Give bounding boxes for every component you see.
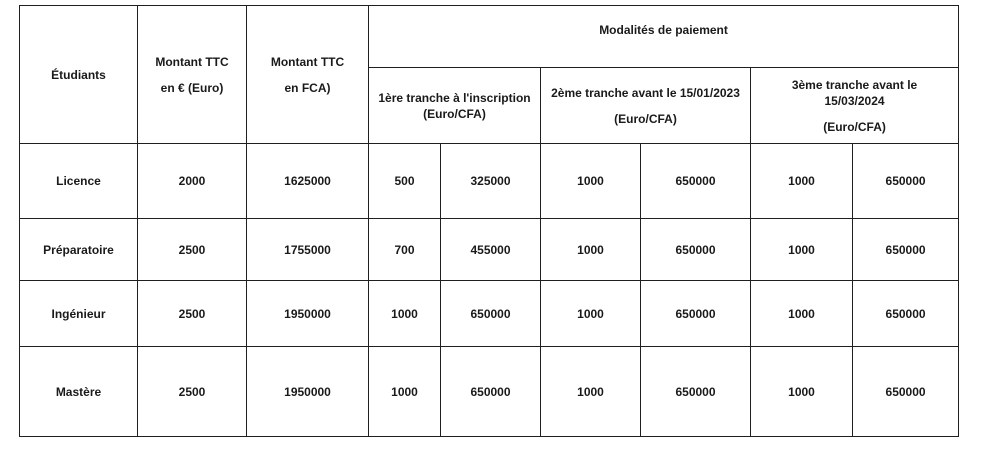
row-amount-fca: 1755000: [247, 219, 369, 281]
row-tranche-3-eur: 1000: [751, 281, 853, 347]
header-tranche-2-line2: (Euro/CFA): [614, 111, 677, 126]
row-tranche-1-cfa: 325000: [441, 144, 541, 219]
row-tranche-3-cfa: 650000: [853, 347, 959, 437]
row-tranche-3-eur: 1000: [751, 347, 853, 437]
row-tranche-2-eur: 1000: [541, 281, 641, 347]
row-amount-eur: 2500: [138, 347, 247, 437]
header-amount-fca-line2: en FCA): [284, 80, 331, 95]
row-tranche-1-eur: 500: [369, 144, 441, 219]
row-tranche-1-cfa: 650000: [441, 347, 541, 437]
row-program-label: Licence: [20, 144, 138, 219]
table-row-ingenieur: [20, 281, 959, 347]
row-tranche-2-cfa: 650000: [641, 144, 751, 219]
row-amount-eur: 2500: [138, 219, 247, 281]
row-tranche-1-cfa: 455000: [441, 219, 541, 281]
header-payment-modalities-label: Modalités de paiement: [599, 23, 728, 37]
row-tranche-2-eur: 1000: [541, 144, 641, 219]
row-tranche-1-eur: 1000: [369, 347, 441, 437]
header-amount-eur: [138, 6, 247, 144]
row-tranche-3-cfa: 650000: [853, 144, 959, 219]
header-amount-fca-line1: Montant TTC: [270, 54, 345, 69]
row-tranche-2-cfa: 650000: [641, 347, 751, 437]
header-row-1: [20, 6, 959, 68]
header-amount-eur-line2: en € (Euro): [160, 80, 224, 95]
row-tranche-3-cfa: 650000: [853, 219, 959, 281]
row-program-label: Mastère: [20, 347, 138, 437]
header-tranche-3: [751, 68, 959, 144]
row-tranche-2-cfa: 650000: [641, 219, 751, 281]
header-tranche-1: [369, 68, 541, 144]
row-amount-fca: 1625000: [247, 144, 369, 219]
row-tranche-1-eur: 1000: [369, 281, 441, 347]
tuition-fees-table: [19, 5, 959, 437]
table-row-mastere: [20, 347, 959, 437]
row-program-label: Ingénieur: [20, 281, 138, 347]
row-tranche-3-cfa: 650000: [853, 281, 959, 347]
header-payment-modalities: [369, 6, 959, 68]
row-amount-eur: 2000: [138, 144, 247, 219]
row-tranche-3-eur: 1000: [751, 144, 853, 219]
row-tranche-2-eur: 1000: [541, 347, 641, 437]
header-students-label: Étudiants: [51, 67, 106, 82]
header-tranche-2: [541, 68, 751, 144]
table-row-preparatoire: [20, 219, 959, 281]
row-tranche-1-eur: 700: [369, 219, 441, 281]
row-tranche-1-cfa: 650000: [441, 281, 541, 347]
table-row-licence: [20, 144, 959, 219]
header-students: [20, 6, 138, 144]
header-amount-eur-line1: Montant TTC: [155, 54, 229, 69]
header-amount-fca: [247, 6, 369, 144]
row-tranche-2-cfa: 650000: [641, 281, 751, 347]
row-tranche-2-eur: 1000: [541, 219, 641, 281]
row-amount-fca: 1950000: [247, 281, 369, 347]
header-tranche-3-line2: (Euro/CFA): [823, 119, 886, 134]
header-tranche-3-line1: 3ème tranche avant le 15/03/2024: [791, 77, 918, 108]
row-amount-eur: 2500: [138, 281, 247, 347]
row-program-label: Préparatoire: [20, 219, 138, 281]
header-tranche-1-line1: 1ère tranche à l'inscription: [378, 90, 531, 105]
header-tranche-1-line2: (Euro/CFA): [423, 106, 486, 121]
row-tranche-3-eur: 1000: [751, 219, 853, 281]
row-amount-fca: 1950000: [247, 347, 369, 437]
header-tranche-2-line1: 2ème tranche avant le 15/01/2023: [551, 85, 740, 100]
